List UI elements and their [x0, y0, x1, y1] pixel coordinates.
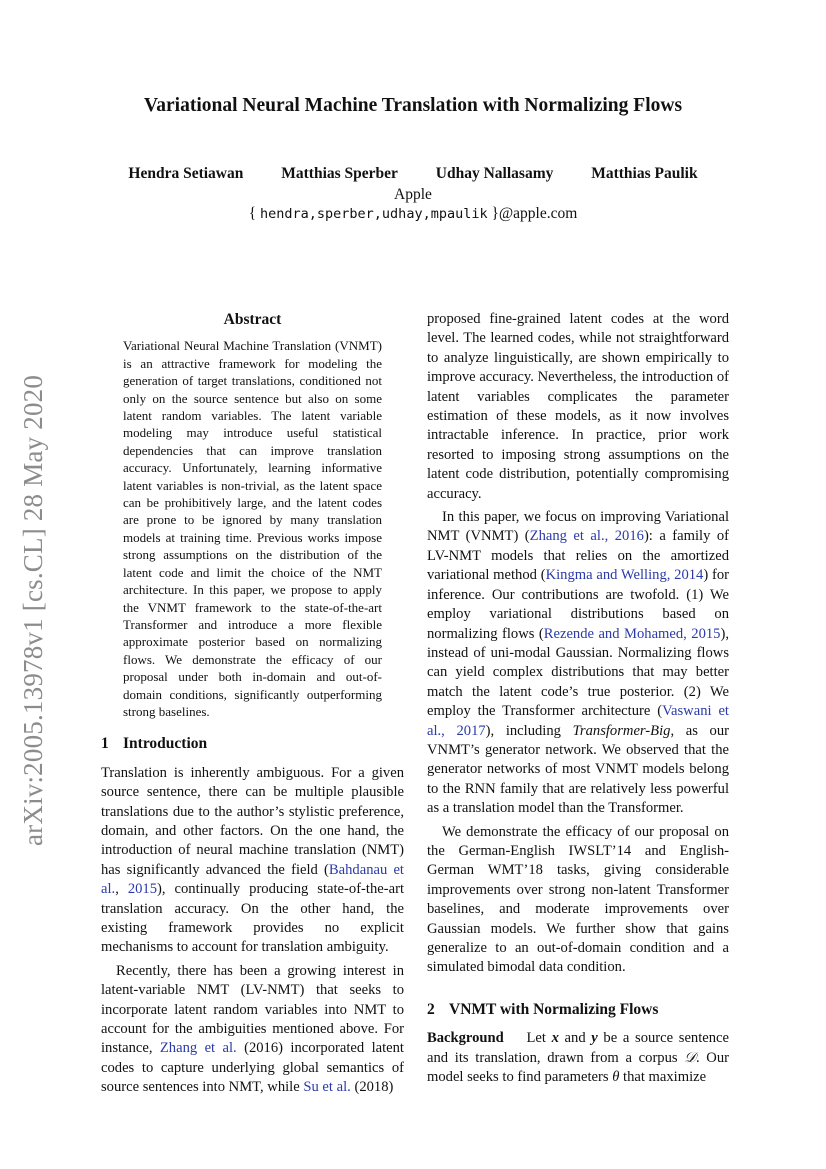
abstract-heading: Abstract: [223, 311, 282, 328]
text-run: ) for inference. Our contributions are twofold. (1) We employ variational distributions based on normalizing flows (: [427, 567, 729, 642]
text-run: ), including: [485, 722, 573, 739]
text-run: that maximize: [619, 1069, 707, 1086]
model-name: Transformer-Big: [572, 722, 671, 739]
citation-link[interactable]: 2015: [127, 881, 158, 898]
math-symbol: x: [551, 1030, 559, 1047]
citation-link[interactable]: Rezende and Mohamed, 2015: [543, 625, 721, 642]
author-name: Matthias Sperber: [281, 165, 398, 182]
intro-paragraph-continued: proposed fine-grained latent codes at the word level. The learned codes, while not straightforward to analyze linguistically, are shown empirically to improve accuracy. Nevertheless, the introduction of latent variables complicates the parameter estimation of these models, as it now involves intractable inference. In practice, prior work resorted to imposing strong assumptions on the latent code distribution, potentially compromising accuracy.: [427, 311, 729, 502]
text-run: Translation is inherently ambiguous. For a given source sentence, there can be multiple plausible translations due to the author’s stylistic preference, domain, and other factors. On the one hand, the introduction of neural machine translation (NMT) has significantly advanced the field (: [101, 764, 404, 878]
intro-paragraph-2: [101, 962, 404, 1098]
citation-link[interactable]: Bahdanau et al.: [101, 861, 404, 898]
citation-link[interactable]: Su et al.: [303, 1079, 351, 1096]
text-run: ): a family of LV-NMT models that relies on the amortized variational method (: [427, 528, 730, 584]
text-run: ), instead of uni-modal Gaussian. Normalizing flows can yield complex distributions that may better match the latent code’s true posterior. (2) We employ the Transformer architecture (: [427, 625, 729, 720]
math-symbol: 𝒟: [684, 1049, 696, 1066]
paragraph-heading: Background: [427, 1030, 504, 1047]
section-heading-vnmt: [427, 1000, 729, 1019]
text-run: Recently, there has been a growing interest in latent-variable NMT (LV-NMT) that seeks to incorporate latent random variables into NMT to account for the ambiguities mentioned above. For instance,: [101, 962, 404, 1057]
author-emails: [0, 205, 826, 223]
section-number: 1: [101, 735, 109, 753]
author-name: Matthias Paulik: [591, 165, 698, 182]
text-run: be a source sentence and its translation, drawn from a corpus: [427, 1030, 730, 1066]
citation-link[interactable]: Kingma and Welling, 2014: [545, 567, 704, 584]
author-list: [0, 165, 826, 183]
text-run: and: [558, 1030, 592, 1047]
text-run: . Our model seeks to find parameters: [427, 1049, 730, 1086]
section-heading-introduction: [101, 734, 404, 753]
intro-paragraph-3: [427, 508, 729, 819]
right-column: [427, 310, 729, 1087]
section-title: VNMT with Normalizing Flows: [449, 1000, 659, 1018]
text-run: , as our VNMT’s generator network. We observed that the generator networks of most VNMT models belong to the RNN family that are relatively less powerful as a translation model than the Transformer.: [427, 722, 729, 817]
text-run: Let: [526, 1030, 552, 1047]
text-run: In this paper, we focus on improving Variational NMT (VNMT) (: [427, 509, 729, 545]
text-run: ), continually producing state-of-the-art translation accuracy. On the other hand, the existing framework provides no explicit mechanisms to account for translation ambiguity.: [101, 881, 404, 956]
intro-paragraph-4: We demonstrate the efficacy of our proposal on the German-English IWSLT’14 and English-German WMT’18 tasks, giving considerable improvements over strong non-latent Transformer baselines, and moderate improvements over Gaussian models. We further show that gains generalize to an out-of-domain condition and a simulated bimodal data condition.: [427, 823, 729, 976]
email-names: hendra,sperber,udhay,mpaulik: [260, 206, 488, 222]
citation-link[interactable]: Zhang et al., 2016: [529, 528, 644, 545]
section-title: Introduction: [123, 735, 208, 753]
author-name: Udhay Nallasamy: [435, 165, 554, 182]
email-domain: }@apple.com: [487, 205, 578, 222]
affiliation: Apple: [394, 186, 432, 203]
intro-paragraph-1: [101, 764, 404, 958]
citation-link[interactable]: Zhang et al.: [159, 1040, 237, 1057]
math-symbol: θ: [612, 1069, 620, 1086]
text-run: ,: [115, 881, 128, 898]
abstract-text: Variational Neural Machine Translation (VNMT) is an attractive framework for modeling the generation of target translations, conditioned not only on the source sentence but also on some latent random variables. The latent variable modeling may introduce useful statistical dependencies that can improve translation accuracy. Unfortunately, learning informative latent variables is non-trivial, as the latent space can be prohibitively large, and the latent codes are prone to be ignored by many translation models at training time. Previous works impose strong assumptions on the distribution of the latent code and limit the choice of the NMT architecture. In this paper, we propose to apply the VNMT framework to the state-of-the-art Transformer and introduce a more flexible approximate posterior based on normalizing flows. We demonstrate the efficacy of our proposal under both in-domain and out-of-domain conditions, significantly outperforming strong baselines.: [123, 338, 382, 719]
text-run: (2016): [236, 1040, 284, 1057]
background-paragraph: [427, 1029, 729, 1087]
section-number: 2: [427, 1000, 435, 1018]
left-column: [101, 310, 404, 1098]
author-name: Hendra Setiawan: [128, 165, 244, 182]
math-symbol: y: [591, 1030, 598, 1047]
citation-link[interactable]: Vaswani et al., 2017: [427, 703, 729, 739]
paper-title: Variational Neural Machine Translation with Normalizing Flows: [143, 95, 683, 116]
text-run: (2018): [350, 1079, 394, 1096]
text-run: incorporated latent codes to capture underlying global semantics of source sentences into NMT, while: [101, 1040, 404, 1096]
email-brace-open: {: [248, 205, 261, 222]
arxiv-stamp: arXiv:2005.13978v1 [cs.CL] 28 May 2020: [18, 374, 48, 846]
